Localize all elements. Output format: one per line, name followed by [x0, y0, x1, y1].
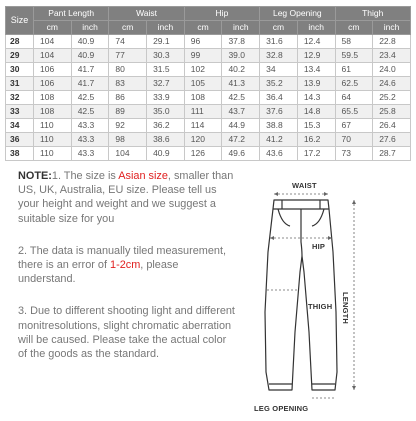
- table-row: [6, 105, 411, 119]
- table-cell: 106: [34, 77, 72, 91]
- table-cell: 40.2: [222, 63, 260, 77]
- unit-header-cm: cm: [109, 21, 147, 35]
- unit-header-cm: cm: [184, 21, 222, 35]
- table-cell: 40.9: [71, 35, 109, 49]
- table-cell: 14.8: [297, 105, 335, 119]
- table-cell: 108: [184, 91, 222, 105]
- table-cell: 98: [109, 133, 147, 147]
- table-cell: 74: [109, 35, 147, 49]
- table-cell: 41.7: [71, 77, 109, 91]
- table-cell: 39.0: [222, 49, 260, 63]
- note-1-text-a: 1. The size is: [51, 170, 119, 182]
- table-cell: 108: [34, 91, 72, 105]
- unit-header-inch: inch: [222, 21, 260, 35]
- table-cell: 32.8: [260, 49, 298, 63]
- note-1: [18, 169, 236, 226]
- table-cell: 104: [109, 147, 147, 161]
- table-row: [6, 147, 411, 161]
- table-cell: 37.6: [260, 105, 298, 119]
- table-cell: 49.6: [222, 147, 260, 161]
- table-cell: 12.4: [297, 35, 335, 49]
- table-cell: 41.3: [222, 77, 260, 91]
- table-cell: 35.2: [260, 77, 298, 91]
- table-cell: 110: [34, 147, 72, 161]
- table-cell: 96: [184, 35, 222, 49]
- note-2-text-a: 2. The data is manually tiled measurement, there is an error of: [18, 244, 227, 272]
- size-cell: 31: [6, 77, 34, 91]
- table-cell: 32.7: [147, 77, 185, 91]
- table-cell: 111: [184, 105, 222, 119]
- waist-label: WAIST: [292, 181, 317, 190]
- unit-header-inch: inch: [147, 21, 185, 35]
- size-column-header: Size: [6, 7, 34, 35]
- table-cell: 38.8: [260, 119, 298, 133]
- table-cell: 58: [335, 35, 373, 49]
- table-cell: 110: [34, 133, 72, 147]
- pant-length-header: Pant Length: [34, 7, 109, 21]
- size-cell: 32: [6, 91, 34, 105]
- table-cell: 31.6: [260, 35, 298, 49]
- unit-header-cm: cm: [34, 21, 72, 35]
- table-cell: 108: [34, 105, 72, 119]
- table-cell: 43.6: [260, 147, 298, 161]
- notes-section: [18, 169, 236, 379]
- table-cell: 80: [109, 63, 147, 77]
- pants-outline-icon: [242, 172, 412, 416]
- table-cell: 36.4: [260, 91, 298, 105]
- leg-opening-header: Leg Opening: [260, 7, 335, 21]
- table-cell: 65.5: [335, 105, 373, 119]
- table-cell: 33.9: [147, 91, 185, 105]
- table-cell: 38.6: [147, 133, 185, 147]
- table-cell: 25.2: [373, 91, 411, 105]
- unit-header-inch: inch: [373, 21, 411, 35]
- table-cell: 42.5: [71, 105, 109, 119]
- error-range-highlight: 1-2cm: [110, 259, 141, 272]
- table-cell: 104: [34, 35, 72, 49]
- table-cell: 104: [34, 49, 72, 63]
- note-3: 3. Due to different shooting light and different monitresolutions, slight chromatic aberration will be caused. Please take the actual color of the goods as the standard.: [18, 305, 235, 361]
- table-cell: 35.0: [147, 105, 185, 119]
- unit-header-inch: inch: [297, 21, 335, 35]
- table-cell: 59.5: [335, 49, 373, 63]
- table-cell: 106: [34, 63, 72, 77]
- table-cell: 23.4: [373, 49, 411, 63]
- table-cell: 70: [335, 133, 373, 147]
- note-2-text-b: , please understand.: [18, 259, 179, 286]
- table-cell: 14.3: [297, 91, 335, 105]
- waist-header: Waist: [109, 7, 184, 21]
- table-cell: 67: [335, 119, 373, 133]
- table-cell: 89: [109, 105, 147, 119]
- note-label: NOTE:: [18, 170, 52, 182]
- table-cell: 86: [109, 91, 147, 105]
- table-cell: 24.0: [373, 63, 411, 77]
- table-cell: 27.6: [373, 133, 411, 147]
- note-1-text-b: , smaller than US, UK, Australia, EU size. Please tell us your height and weight and we suggest a suitable size for you: [18, 170, 234, 225]
- table-cell: 16.2: [297, 133, 335, 147]
- table-cell: 37.8: [222, 35, 260, 49]
- hip-header: Hip: [184, 7, 259, 21]
- table-cell: 42.5: [222, 91, 260, 105]
- table-cell: 42.5: [71, 91, 109, 105]
- size-chart-table: [5, 6, 411, 161]
- table-row: [6, 49, 411, 63]
- length-label: LENGTH: [341, 292, 350, 325]
- table-cell: 92: [109, 119, 147, 133]
- table-cell: 102: [184, 63, 222, 77]
- size-cell: 34: [6, 119, 34, 133]
- unit-header-cm: cm: [260, 21, 298, 35]
- table-cell: 15.3: [297, 119, 335, 133]
- table-row: [6, 119, 411, 133]
- table-cell: 41.7: [71, 63, 109, 77]
- table-cell: 24.6: [373, 77, 411, 91]
- size-cell: 29: [6, 49, 34, 63]
- table-cell: 13.9: [297, 77, 335, 91]
- table-cell: 114: [184, 119, 222, 133]
- table-cell: 99: [184, 49, 222, 63]
- table-cell: 13.4: [297, 63, 335, 77]
- table-cell: 31.5: [147, 63, 185, 77]
- table-cell: 73: [335, 147, 373, 161]
- thigh-label: THIGH: [308, 302, 333, 311]
- table-cell: 43.3: [71, 119, 109, 133]
- table-row: [6, 91, 411, 105]
- table-cell: 17.2: [297, 147, 335, 161]
- table-cell: 62.5: [335, 77, 373, 91]
- unit-header-inch: inch: [71, 21, 109, 35]
- table-cell: 110: [34, 119, 72, 133]
- asian-size-highlight: Asian size: [118, 170, 168, 182]
- size-cell: 33: [6, 105, 34, 119]
- table-cell: 22.8: [373, 35, 411, 49]
- table-cell: 36.2: [147, 119, 185, 133]
- table-row: [6, 77, 411, 91]
- table-cell: 43.3: [71, 147, 109, 161]
- table-cell: 34: [260, 63, 298, 77]
- table-cell: 30.3: [147, 49, 185, 63]
- table-cell: 29.1: [147, 35, 185, 49]
- table-row: [6, 35, 411, 49]
- table-cell: 41.2: [260, 133, 298, 147]
- table-row: [6, 63, 411, 77]
- table-cell: 12.9: [297, 49, 335, 63]
- table-group-header-row: [6, 7, 411, 21]
- table-cell: 61: [335, 63, 373, 77]
- thigh-header: Thigh: [335, 7, 411, 21]
- table-cell: 77: [109, 49, 147, 63]
- table-cell: 126: [184, 147, 222, 161]
- table-cell: 28.7: [373, 147, 411, 161]
- table-cell: 43.7: [222, 105, 260, 119]
- table-cell: 105: [184, 77, 222, 91]
- hip-label: HIP: [312, 242, 326, 251]
- table-cell: 40.9: [147, 147, 185, 161]
- pants-measurement-diagram: [242, 172, 412, 416]
- table-cell: 47.2: [222, 133, 260, 147]
- note-2: [18, 244, 236, 287]
- table-cell: 44.9: [222, 119, 260, 133]
- table-cell: 64: [335, 91, 373, 105]
- size-cell: 30: [6, 63, 34, 77]
- size-cell: 28: [6, 35, 34, 49]
- table-cell: 83: [109, 77, 147, 91]
- table-body: [6, 35, 411, 161]
- table-cell: 120: [184, 133, 222, 147]
- table-cell: 26.4: [373, 119, 411, 133]
- table-cell: 25.8: [373, 105, 411, 119]
- table-row: [6, 133, 411, 147]
- table-unit-header-row: [6, 21, 411, 35]
- leg-opening-label: LEG OPENING: [254, 404, 309, 413]
- table-cell: 40.9: [71, 49, 109, 63]
- unit-header-cm: cm: [335, 21, 373, 35]
- table-cell: 43.3: [71, 133, 109, 147]
- size-cell: 36: [6, 133, 34, 147]
- size-cell: 38: [6, 147, 34, 161]
